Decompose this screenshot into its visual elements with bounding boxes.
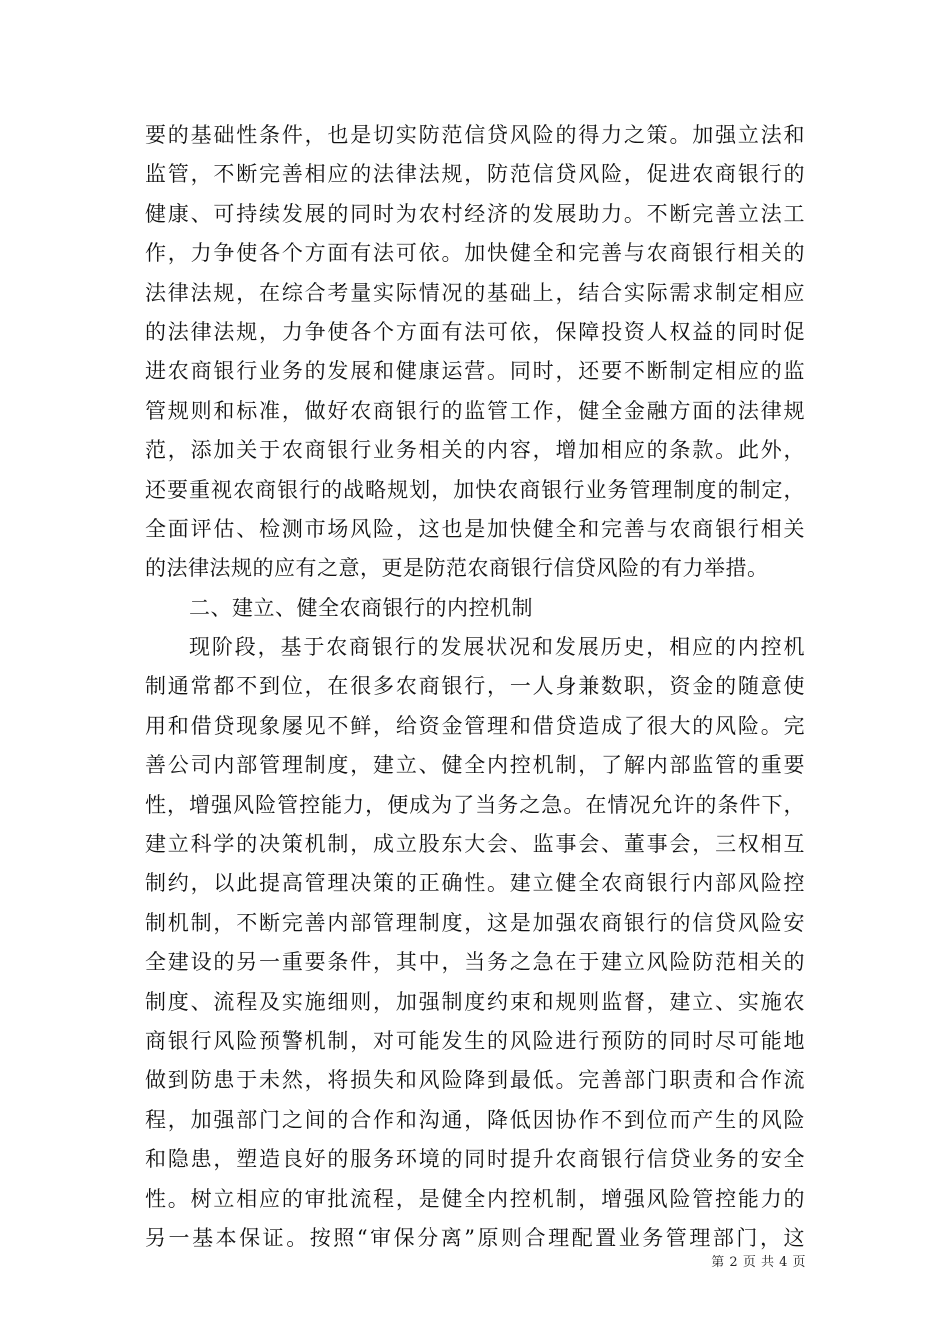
text-line: 全面评估、检测市场风险，这也是加快健全和完善与农商银行相关: [145, 516, 805, 541]
section-heading: 二、建立、健全农商银行的内控机制: [189, 595, 533, 620]
body-text: [145, 116, 805, 1258]
text-line: 用和借贷现象屡见不鲜，给资金管理和借贷造成了很大的风险。完: [145, 713, 805, 738]
text-line: 善公司内部管理制度，建立、健全内控机制，了解内部监管的重要: [145, 753, 805, 778]
text-line: 商银行风险预警机制，对可能发生的风险进行预防的同时尽可能地: [145, 1028, 805, 1053]
text-line: 健康、可持续发展的同时为农村经济的发展助力。不断完善立法工: [145, 201, 805, 226]
text-line: 的法律法规，力争使各个方面有法可依，保障投资人权益的同时促: [145, 319, 805, 344]
text-line: 全建设的另一重要条件，其中，当务之急在于建立风险防范相关的: [145, 950, 805, 975]
text-line: 性。树立相应的审批流程，是健全内控机制，增强风险管控能力的: [145, 1186, 805, 1211]
text-line: 管规则和标准，做好农商银行的监管工作，健全金融方面的法律规: [145, 398, 805, 423]
text-line: 程，加强部门之间的合作和沟通，降低因协作不到位而产生的风险: [145, 1107, 805, 1132]
text-line: 制度、流程及实施细则，加强制度约束和规则监督，建立、实施农: [145, 989, 805, 1014]
text-line: 做到防患于未然，将损失和风险降到最低。完善部门职责和合作流: [145, 1068, 805, 1093]
text-line: 法律法规，在综合考量实际情况的基础上，结合实际需求制定相应: [145, 280, 805, 305]
page-number-footer: 第 2 页 共 4 页: [711, 1255, 806, 1270]
text-line: 作，力争使各个方面有法可依。加快健全和完善与农商银行相关的: [145, 241, 805, 266]
text-line: 范，添加关于农商银行业务相关的内容，增加相应的条款。此外，: [145, 438, 805, 463]
text-line: 还要重视农商银行的战略规划，加快农商银行业务管理制度的制定，: [145, 477, 805, 502]
text-line: 建立科学的决策机制，成立股东大会、监事会、董事会，三权相互: [145, 832, 805, 857]
text-line: 制约，以此提高管理决策的正确性。建立健全农商银行内部风险控: [145, 871, 805, 896]
text-line: 制通常都不到位，在很多农商银行，一人身兼数职，资金的随意使: [145, 674, 805, 699]
text-line: 制机制，不断完善内部管理制度，这是加强农商银行的信贷风险安: [145, 910, 805, 935]
text-line: 性，增强风险管控能力，便成为了当务之急。在情况允许的条件下，: [145, 792, 805, 817]
text-line: 要的基础性条件，也是切实防范信贷风险的得力之策。加强立法和: [145, 123, 805, 147]
text-line: 现阶段，基于农商银行的发展状况和发展历史，相应的内控机: [189, 635, 805, 660]
text-line: 进农商银行业务的发展和健康运营。同时，还要不断制定相应的监: [145, 359, 805, 384]
text-line: 另一基本保证。按照“审保分离”原则合理配置业务管理部门，这: [145, 1225, 805, 1250]
text-line: 的法律法规的应有之意，更是防范农商银行信贷风险的有力举措。: [145, 556, 769, 581]
text-line: 监管，不断完善相应的法律法规，防范信贷风险，促进农商银行的: [145, 162, 805, 187]
text-line: 和隐患，塑造良好的服务环境的同时提升农商银行信贷业务的安全: [145, 1147, 805, 1172]
